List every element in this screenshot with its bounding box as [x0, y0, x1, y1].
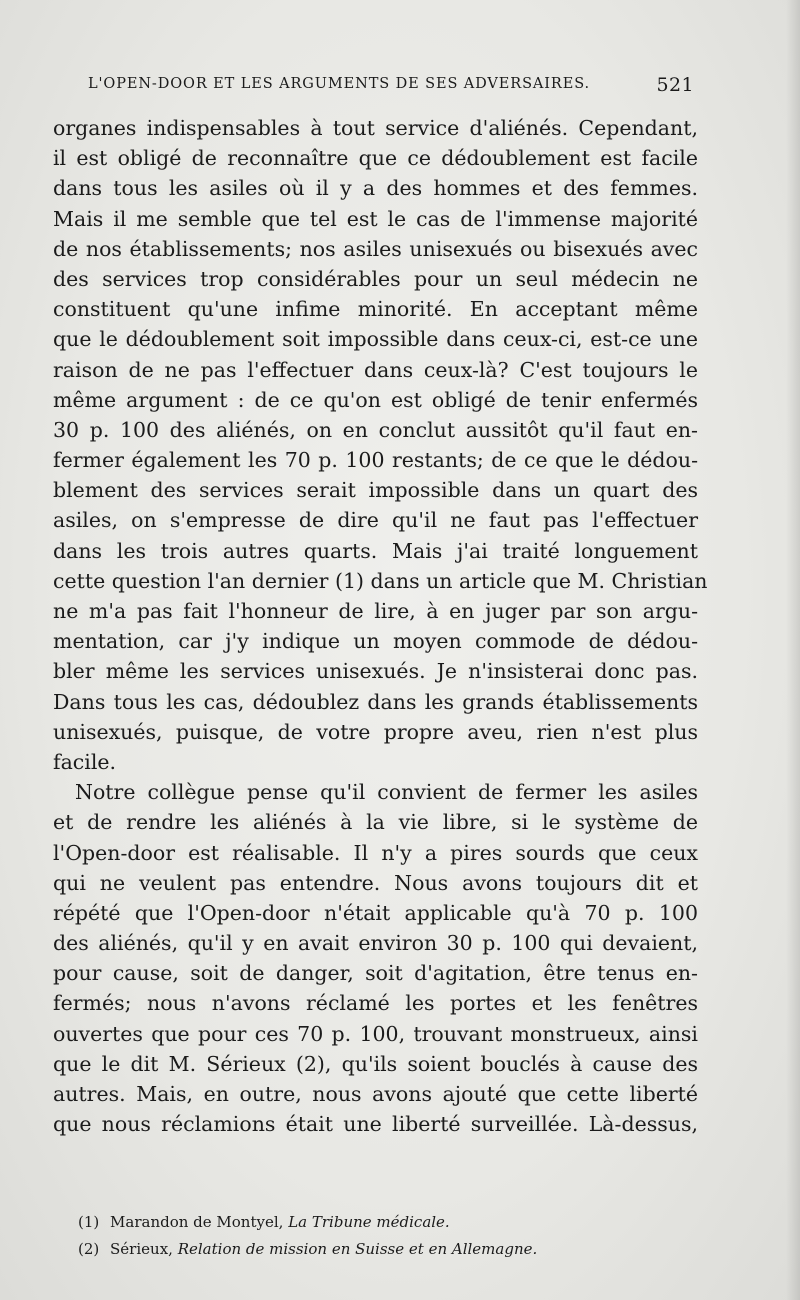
text-line: ne m'a pas fait l'honneur de lire, à en juger par son argu- — [53, 599, 698, 623]
footnote-2 — [78, 1236, 698, 1263]
text-line: organes indispensables à tout service d'aliénés. Cependant, — [53, 116, 698, 140]
text-line: cette question l'an dernier (1) dans un article que M. Christian — [53, 568, 708, 593]
text-line: et de rendre les aliénés à la vie libre, si le système de — [53, 810, 698, 835]
text-line: que nous réclamions était une liberté surveillée. Là-dessus, — [53, 1112, 698, 1137]
footnote-1 — [78, 1209, 698, 1236]
paragraph-end-line: facile. — [53, 749, 117, 774]
page-number: 521 — [656, 74, 694, 96]
text-line: pour cause, soit de danger, soit d'agitation, être tenus en- — [53, 961, 698, 986]
text-line: ouvertes que pour ces 70 p. 100, trouvant monstrueux, ainsi — [53, 1021, 698, 1046]
text-line: fermés; nous n'avons réclamé les portes et les fenêtres — [53, 991, 698, 1016]
text-line: l'Open-door est réalisable. Il n'y a pires sourds que ceux — [53, 840, 698, 865]
text-line: qui ne veulent pas entendre. Nous avons toujours dit et — [53, 870, 698, 895]
text-line: il est obligé de reconnaître que ce dédoublement est facile — [53, 146, 698, 171]
text-line: asiles, on s'empresse de dire qu'il ne faut pas l'effectuer — [53, 508, 698, 533]
page-edge-shadow — [786, 0, 800, 1300]
text-line: dans les trois autres quarts. Mais j'ai traité longuement — [53, 538, 698, 563]
text-line: même argument : de ce qu'on est obligé de tenir enfermés — [53, 387, 698, 412]
text-line: blement des services serait impossible dans un quart des — [53, 478, 698, 503]
footnote-title: Relation de mission en Suisse et en Allemagne. — [177, 1240, 538, 1258]
text-line: constituent qu'une infime minorité. En acceptant même — [53, 297, 698, 322]
text-line: mentation, car j'y indique un moyen commode de dédou- — [53, 629, 698, 654]
text-line: répété que l'Open-door n'était applicable qu'à 70 p. 100 — [53, 900, 698, 925]
text-line: Mais il me semble que tel est le cas de l'immense majorité — [53, 206, 698, 231]
text-line: que le dédoublement soit impossible dans ceux-ci, est-ce une — [53, 327, 698, 352]
footnote-author: Marandon de Montyel, — [110, 1213, 284, 1231]
text-line: des aliénés, qu'il y en avait environ 30 p. 100 qui devaient, — [53, 931, 698, 956]
text-line: que le dit M. Sérieux (2), qu'ils soient bouclés à cause des — [53, 1051, 698, 1076]
text-line: de nos établissements; nos asiles unisexués ou bisexués avec — [53, 236, 698, 261]
footnote-title: La Tribune médicale. — [288, 1213, 450, 1231]
text-line: raison de ne pas l'effectuer dans ceux-là? C'est toujours le — [53, 357, 698, 382]
running-title: L'OPEN-DOOR ET LES ARGUMENTS DE SES ADVERSAIRES. — [88, 76, 591, 92]
text-line: Dans tous les cas, dédoublez dans les grands établissements — [53, 689, 698, 714]
body-text — [53, 113, 708, 1139]
paragraph-start-line: Notre collègue pense qu'il convient de fermer les asiles — [75, 780, 698, 805]
text-line: des services trop considérables pour un seul médecin ne — [53, 266, 698, 291]
footnote-author: Sérieux, — [110, 1240, 173, 1258]
footnote-number: (1) — [78, 1213, 100, 1231]
text-line: fermer également les 70 p. 100 restants; de ce que le dédou- — [53, 448, 698, 473]
footnote-number: (2) — [78, 1240, 100, 1258]
text-line: autres. Mais, en outre, nous avons ajouté que cette liberté — [53, 1082, 698, 1106]
footnotes — [78, 1209, 698, 1263]
text-line: 30 p. 100 des aliénés, on en conclut aussitôt qu'il faut en- — [53, 417, 698, 442]
text-line: dans tous les asiles où il y a des hommes et des femmes. — [53, 176, 698, 201]
text-line: bler même les services unisexués. Je n'insisterai donc pas. — [53, 659, 698, 684]
text-line: unisexués, puisque, de votre propre aveu, rien n'est plus — [53, 719, 698, 744]
running-header — [88, 74, 694, 102]
